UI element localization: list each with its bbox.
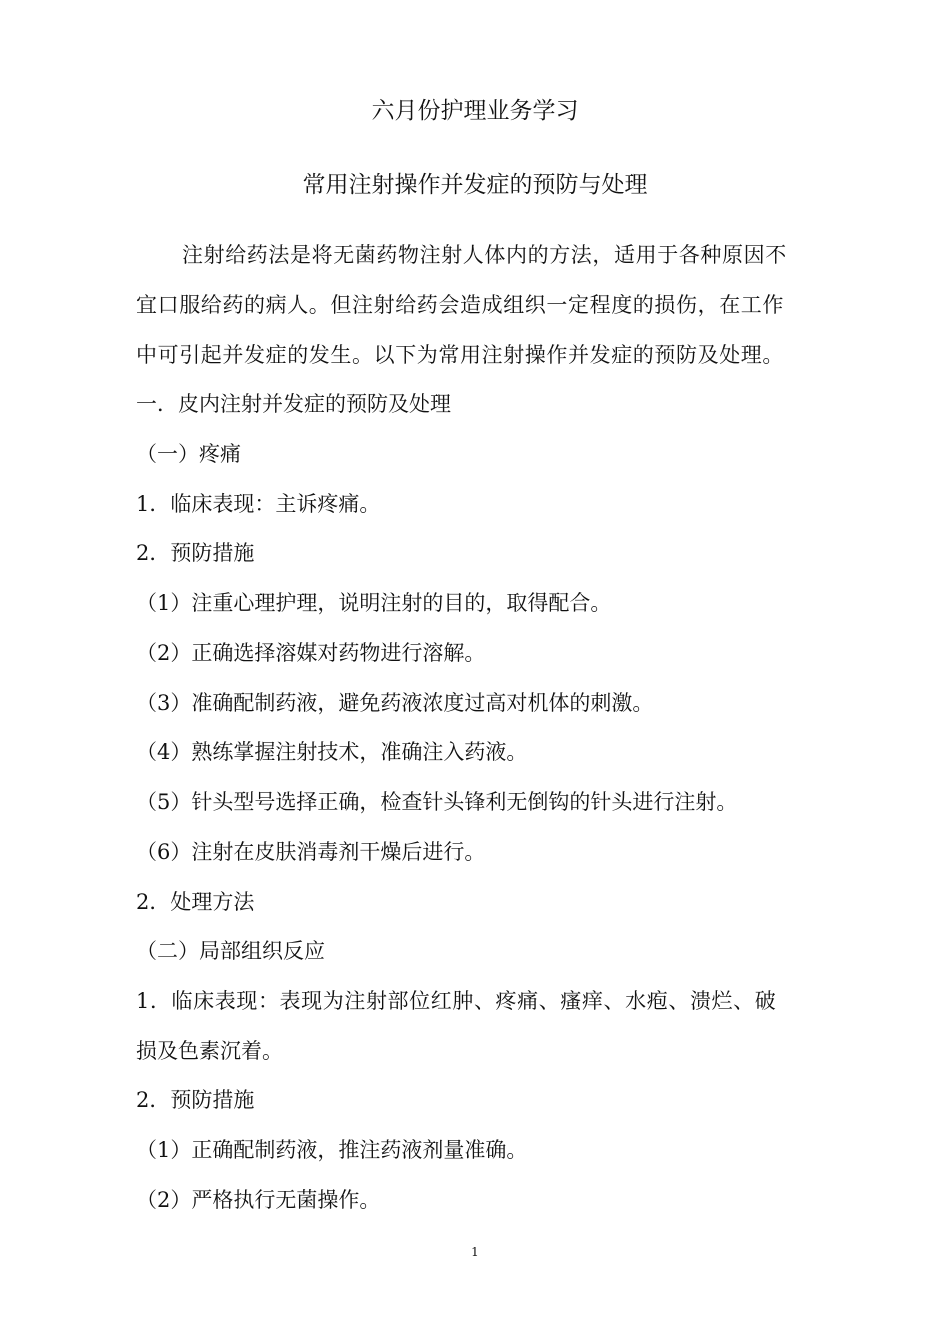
list-item: （5）针头型号选择正确，检查针头锋利无倒钩的针头进行注射。: [136, 790, 738, 814]
body-line: 1．临床表现：主诉疼痛。: [136, 492, 381, 516]
section-heading: 一．皮内注射并发症的预防及处理: [136, 392, 451, 416]
page-number: 1: [471, 1245, 479, 1259]
body-line: 2．预防措施: [136, 541, 255, 565]
body-line: 2．预防措施: [136, 1088, 255, 1112]
list-item: （1）注重心理护理，说明注射的目的，取得配合。: [136, 591, 612, 615]
intro-line-2: 宜口服给药的病人。但注射给药会造成组织一定程度的损伤，在工作: [136, 293, 784, 317]
list-item: （3）准确配制药液，避免药液浓度过高对机体的刺激。: [136, 691, 654, 715]
subsection-heading: （二）局部组织反应: [136, 939, 325, 963]
list-item: （1）正确配制药液，推注药液剂量准确。: [136, 1138, 528, 1162]
list-item: （2）正确选择溶媒对药物进行溶解。: [136, 641, 486, 665]
list-item: （2）严格执行无菌操作。: [136, 1188, 381, 1212]
document-title: 六月份护理业务学习: [371, 98, 579, 124]
list-item: （6）注射在皮肤消毒剂干燥后进行。: [136, 840, 486, 864]
intro-line-1: 注射给药法是将无菌药物注射人体内的方法，适用于各种原因不: [182, 243, 787, 267]
list-item: （4）熟练掌握注射技术，准确注入药液。: [136, 740, 528, 764]
body-line: 2．处理方法: [136, 890, 255, 914]
body-line: 1．临床表现：表现为注射部位红肿、疼痛、瘙痒、水疱、溃烂、破: [136, 989, 777, 1013]
document-subtitle: 常用注射操作并发症的预防与处理: [302, 172, 648, 198]
intro-line-3: 中可引起并发症的发生。以下为常用注射操作并发症的预防及处理。: [136, 343, 784, 367]
body-line: 损及色素沉着。: [136, 1039, 283, 1063]
subsection-heading: （一）疼痛: [136, 442, 241, 466]
